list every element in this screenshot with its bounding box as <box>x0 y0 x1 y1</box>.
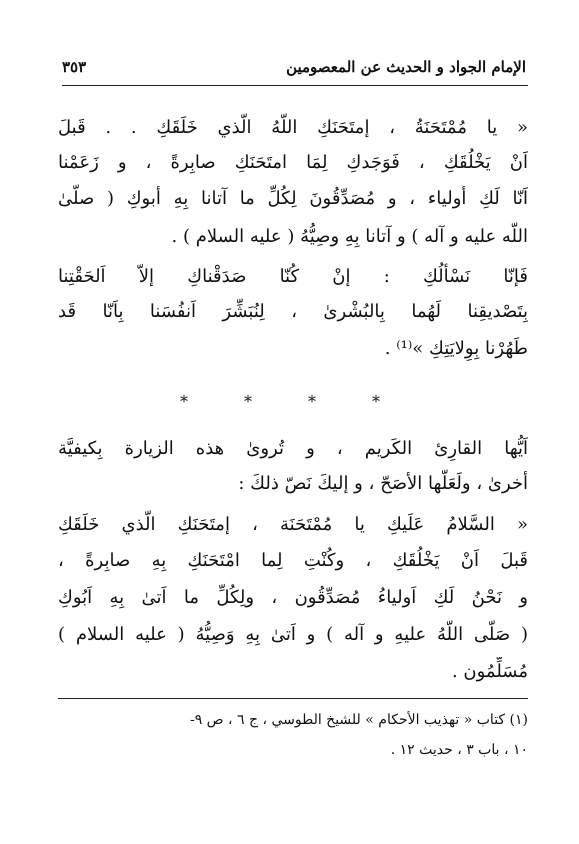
footnote-divider <box>58 698 528 699</box>
paragraph4-line-5: مُسَلِّمُون . <box>451 661 528 682</box>
page-number: ٣٥٣ <box>62 58 87 76</box>
paragraph4-line-1: « السَّلامُ عَلَيكِ يا مُمْتَحَنَة ، إمتَحَنَكِ الّذي خَلَقَكِ <box>58 514 528 535</box>
separator-star: * <box>244 392 252 411</box>
paragraph1-line-1: « يا مُمْتَحَنَةُ ، إمتَحَنَكِ اللّهُ الّذي خَلَقَكِ . . قَبلَ <box>58 117 528 138</box>
separator-star: * <box>372 392 380 411</box>
separator-star: * <box>180 392 188 411</box>
paragraph1-line-3: اَنّا لَكِ أولياء ، و مُصَدِّقُونَ لِكُلِّ ما آتانا بِهِ أبوكِ ( صلّىٰ <box>58 188 528 209</box>
paragraph3-line-1: اَيُّها القارِئ الكَريم ، و تُروىٰ هذه الزيارة بِكيفيَّة <box>58 438 528 459</box>
separator-star: * <box>308 392 316 411</box>
paragraph4-line-4: ( صَلَّى اللّهُ عليهِ و آله ) و اَتىٰ بِهِ وَصِيُّهُ ( عليه السلام ) <box>58 624 528 645</box>
paragraph2-line-1: فَإنّا نَسْألُكِ : إنْ كُنّا صَدَقْناكِ إلاّ اَلحَقْتِنا <box>58 266 528 287</box>
section-separator <box>180 392 380 411</box>
paragraph2-line-3: طَهُرْنا بِوِلايَتِكِ »⁽¹⁾ . <box>384 338 528 359</box>
paragraph3-line-2: أخرىٰ ، ولَعَلَّها الأصَحّ ، و إليكَ نَصّ ذلكَ : <box>238 473 528 494</box>
footnote-line-2: ١٠ ، باب ٣ ، حديث ١٢ . <box>390 742 528 758</box>
paragraph2-line-2: بِتَصْديقِنا لَهُما بِالبُشْرىٰ ، لِنُبَشِّرَ اَنفُسَنا بِاَنّا قَد <box>58 301 528 322</box>
page-header <box>62 58 526 82</box>
paragraph4-line-3: و نَحْنُ لَكِ اَولياءُ مُصَدِّقُون ، ولِكُلِّ ما اَتىٰ بِهِ اَبُوكِ <box>58 587 528 608</box>
footnote-line-1: (١) كتاب « تهذيب الأحكام » للشيخ الطوسي ، ج ٦ ، ص ٩- <box>189 712 528 728</box>
paragraph1-line-2: اَنْ يَخْلُقَكِ ، فَوَجَدكِ لِمَا امتَحَنَكِ صابِرةً ، و زَعَمْنا <box>58 152 528 173</box>
running-title: الإمام الجواد و الحديث عن المعصومين <box>286 58 526 76</box>
paragraph4-line-2: قَبلَ اَنْ يَخْلُقَكِ ، وكُنْتِ لِما امْتَحَنَكِ بِهِ صابِرةً ، <box>58 550 528 571</box>
header-divider <box>62 85 528 86</box>
paragraph1-line-4: اللّه عليه و آله ) و آتانا بِهِ وصِيُّهُ ( عليه السلام ) . <box>171 226 528 247</box>
